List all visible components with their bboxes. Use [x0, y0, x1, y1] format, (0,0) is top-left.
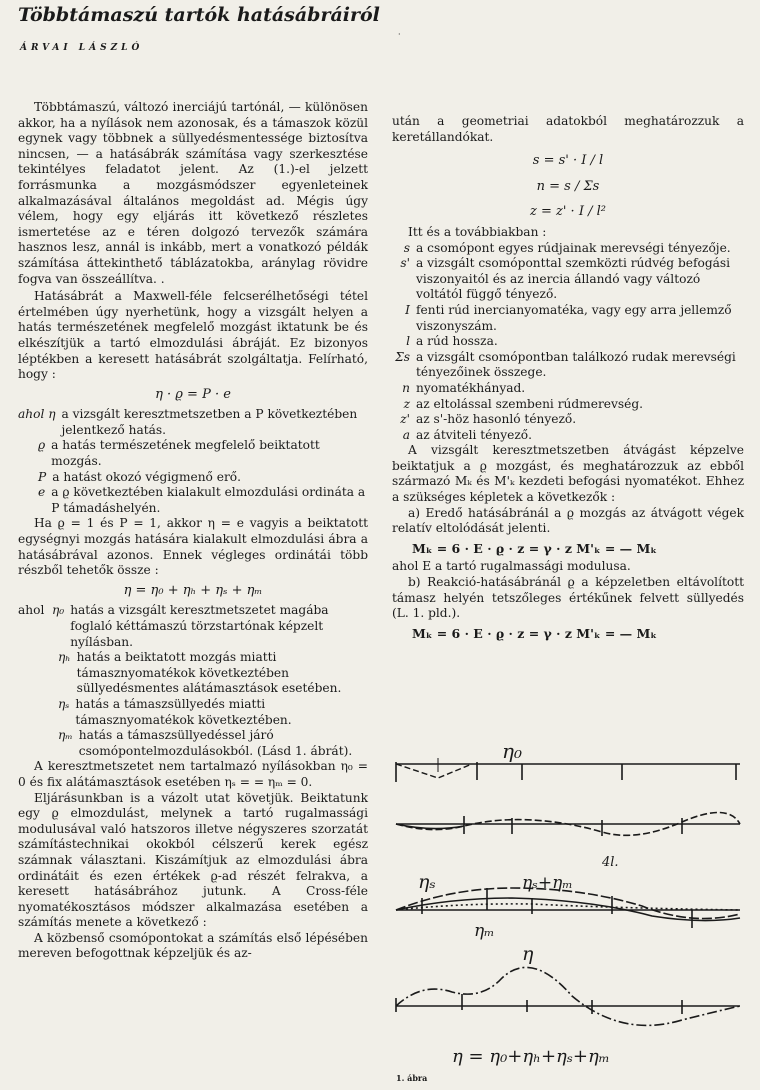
def-text: hatás a vizsgált keresztmetszetet magába foglaló kéttámaszú törzstartónak képzelt nyílásban. [70, 603, 329, 649]
def-symbol: ηₛ [58, 696, 70, 711]
right-column [392, 114, 744, 644]
def-symbol: I [405, 302, 410, 317]
formula: n = s / Σs [536, 178, 600, 194]
def-text: fenti rúd inercianyomatéka, vagy egy arra jellemző viszonyszám. [416, 302, 732, 333]
def-symbol: s [403, 240, 410, 255]
paragraph: A keresztmetszetet nem tartalmazó nyílásokban η₀ = 0 és fix alátámasztások esetében ηₛ = = ηₘ = 0. [18, 759, 368, 789]
def-text: a vizsgált csomópontban találkozó rudak merevségi tényezőinek összege. [416, 349, 736, 380]
definition-list: ahol η₀ hatás a vizsgált keresztmetszetet magába foglaló kéttámaszú törzstartónak képzelt nyílásban. ηₕ hatás a beiktatott mozgás miatti támasznyomatékok következtében süllyedésmentes alátámasztások esetében. ηₛ hatás a támaszsüllyedés miatti támasznyomatékok következtében. ηₘ hatás a támaszsüllyedéssel járó csomópontelmozdulásokból. (Lásd 1. ábrát). [18, 603, 368, 759]
label-etas-m: ηₛ+ηₘ [522, 873, 573, 893]
formula: s = s' · I / l [532, 153, 604, 169]
label-etam: ηₘ [474, 921, 495, 941]
paragraph: Hatásábrát a Maxwell-féle felcserélhetőségi tétel értelmében úgy nyerhetünk, hogy a vizsgált helyen a hatás természetének megfelelő mozgást iktatunk be és elkészítjük a tartó elmozdulási ábráját. Ez bizonyos léptékben a keresett hatásábrát szolgáltatja. Felírható, hogy : [18, 289, 368, 382]
def-symbol: n [402, 380, 410, 395]
def-text: az eltolással szembeni rúdmerevség. [416, 396, 644, 411]
label-eta: η [522, 943, 534, 965]
equation: Mₖ = 6 · E · ϱ · z = γ · z M'ₖ = — Mₖ [412, 540, 657, 556]
def-symbol: ahol η [18, 407, 56, 422]
def-symbol: l [406, 334, 410, 349]
def-text: a hatást okozó végigmenő erő. [52, 469, 242, 484]
def-symbol: a [402, 427, 410, 442]
def-text: a rúd hossza. [416, 334, 498, 349]
def-text: nyomatékhányad. [416, 380, 526, 395]
def-text: az s'-höz hasonló tényező. [416, 412, 577, 427]
article-title: Többtámaszú tartók hatásábráiról [18, 4, 380, 26]
formula: η = η₀ + ηₕ + ηₛ + ηₘ [123, 582, 263, 598]
paragraph: a) Eredő hatásábránál a ϱ mozgás az átvágott végek relatív eltolódását jelenti. [392, 505, 744, 536]
author-name: ÁRVAI LÁSZLÓ [20, 43, 144, 53]
paragraph: után a geometriai adatokból meghatározzuk a keretállandókat. [392, 114, 744, 144]
paragraph: Itt és a továbbiakban : [408, 224, 547, 239]
def-symbol: ηₕ [58, 650, 71, 665]
page: Többtámaszú tartók hatásábráiról · ÁRVAI LÁSZLÓ Többtámaszú, változó inerciájú tartónál, — különösen akkor, ha a nyílások nem azonosak, és a támaszok közül egynek vagy többnek a süllyedésmentessége biztosítva nincsen, — a hatásábrák számítása vagy szerkesztése tekintélyes feladatot jelent. Az (1.)-el jelzett forrásmunka a mozgásmódszer egyenleteinek alkalmazásával általános megoldást ad. Mégis úgy vélem, hogy egy eljárás itt következő részletes ismertetése az e téren dolgozó tervezők számára hasznos lesz, annál is inkább, mert a vonatkozó példák számítása áttekinthető táblázatokba, aránylag rövidre fogva van összeállítva. . Hatásábrát a Maxwell-féle felcserélhetőségi tétel értelmében úgy nyerhetünk, hogy a vizsgált helyen a hatás természetének megfelelő mozgást iktatunk be és elkészítjük a tartó elmozdulási ábráját. Ez bizonyos léptékben a keresett hatásábrát szolgáltatja. Felírható, hogy : η · ϱ = P · e ahol η a vizsgált keresztmetszetben a P következtében jelentkező hatás. ϱ a hatás természetének megfelelő beiktatott mozgás. P a hatást okozó végigmenő erő. e a ϱ következtében kialakult elmozdulási ordináta a P támadáshelyén. Ha ϱ = 1 és P = 1, akkor η = e vagyis a beiktatott egységnyi mozgás hatására kialakult elmozdulási ábra a hatásábrával azonos. Ennek végleges ordinátái több részből tehetők össze : η = η₀ + ηₕ + ηₛ + ηₘ ahol η₀ hatás a vizsgált keresztmetszetet magába foglaló kéttámaszú törzstartónak képzelt nyílásban. ηₕ hatás a beiktatott mozgás miatti támasznyomatékok következtében süllyedésmentes alátámasztások esetében. ηₛ hatás a támaszsüllyedés miatti támasznyomatékok következtében. ηₘ hatás a támaszsüllyedéssel járó csomópontelmozdulásokból. (Lásd 1. ábrát). A keresztmetszetet nem tartalmazó nyílásokban η₀ = 0 és fix alátámasztások esetében ηₛ = = ηₘ = 0. Eljárásunkban is a vázolt utat követjük. Beiktatunk egy ϱ elmozdulást, melynek a tartó rugalmassági modulusával való hatszoros illetve négyszeres szorzatát számítástechnikai okokból célszerű kerek egész számnak választani. Kiszámítjuk az elmozdulási ábra ordinátáit és ezen értékek ϱ-ad részét felrakva, a keresett hatásábrához jutunk. A Cross-féle nyomatékosztásos módszer alkalmazása esetében a számítás menete a következő : A közbenső csomópontokat a számítás első lépésében mereven befogottnak képzeljük és az- után a geometriai adatokból meghatározzuk a keretállandókat. s = s' · I / l n = s / Σs z = z' · I / l² Itt és a továbbiakban : s a csomópont egyes rúdjainak merevségi tényezője. s' a vizsgált csomóponttal szemközti rúdvég befogási viszonyaitól és az inercia állandó vagy változó voltától függő tényező. I fenti rúd inercianyomatéka, vagy egy arra jellemző viszonyszám. l a rúd hossza. Σs a vizsgált csomópontban találkozó rudak merevségi tényezőinek összege. n nyomatékhányad. z az eltolással szembeni rúdmerevség. z' az s'-höz hasonló tényező. a az átviteli tényező. A vizsgált keresztmetszetben átvágást képzelve beiktatjuk a ϱ mozgást, és meghatározzuk az ebből származó Mₖ és M'ₖ kezdeti befogási nyomatékot. Ehhez a szükséges képletek a következők : a) Eredő hatásábránál a ϱ mozgás az átvágott végek relatív eltolódását jelenti. Mₖ = 6 · E · ϱ · z = γ · z M'ₖ = — Mₖ ahol E a tartó rugalmassági modulusa. b) Reakció-hatásábránál ϱ a képzeletben eltávolított támasz helyén tetszőleges értékűnek felvett süllyedés (L. 1. pld.). Mₖ = 6 · E · ϱ · z = γ · z M'ₖ = — Mₖ η₀ 4l. ηₛ ηₛ+ηₘ ηₘ η η = η₀+ηₕ+ηₛ+ηₘ 1. ábra [18, 4, 744, 1083]
formula: z = z' · I / l² [530, 204, 606, 220]
def-text: a hatás természetének megfelelő beiktatott mozgás. [51, 438, 320, 469]
formula: η · ϱ = P · e [155, 386, 231, 402]
def-symbol: η₀ [52, 603, 65, 618]
label-sum: η = η₀+ηₕ+ηₛ+ηₘ [452, 1046, 610, 1067]
def-text: az átviteli tényező. [416, 427, 532, 442]
paragraph: b) Reakció-hatásábránál ϱ a képzeletben eltávolított támasz helyén tetszőleges értékűnek felvett süllyedés (L. 1. pld.). [392, 575, 744, 621]
paragraph: ahol E a tartó rugalmassági modulusa. [392, 559, 631, 574]
def-symbol: z [403, 396, 410, 411]
label-eta0: η₀ [502, 739, 522, 763]
label-etas: ηₛ [418, 871, 436, 893]
figure-caption: 1. ábra [396, 1073, 428, 1083]
def-text: hatás a támaszsüllyedés miatti támasznyomatékok következtében. [75, 696, 292, 727]
def-text: hatás a támaszsüllyedéssel járó csomópontelmozdulásokból. (Lásd 1. ábrát). [78, 728, 353, 758]
label-4l: 4l. [602, 855, 619, 870]
def-text: a csomópont egyes rúdjainak merevségi tényezője. [416, 240, 731, 255]
left-column [18, 100, 368, 962]
def-symbol: Σs [395, 349, 410, 364]
paragraph: A vizsgált keresztmetszetben átvágást képzelve beiktatjuk a ϱ mozgást, és meghatározzuk az ebből származó Mₖ és M'ₖ kezdeti befogási nyomatékot. Ehhez a szükséges képletek a következők : [392, 443, 744, 505]
definition-list [392, 241, 744, 444]
influence-line-figure [392, 738, 744, 1083]
def-symbol: P [38, 469, 47, 484]
def-symbol: ηₘ [58, 728, 73, 743]
definition-list [18, 407, 368, 516]
def-text: hatás a beiktatott mozgás miatti támasznyomatékok következtében süllyedésmentes alátámasztások esetében. [76, 650, 342, 696]
def-symbol: ϱ [38, 438, 46, 453]
paragraph: Eljárásunkban is a vázolt utat követjük. Beiktatunk egy ϱ elmozdulást, melynek a tartó rugalmassági modulusával való hatszoros illetve négyszeres szorzatát számítástechnikai okokból célszerű kerek egész számnak választani. Kiszámítjuk az elmozdulási ábra ordinátáit és ezen értékek ϱ-ad részét felrakva, a keresett hatásábrához jutunk. A Cross-féle nyomatékosztásos módszer alkalmazása esetében a számítás menete a következő : [18, 790, 368, 930]
def-symbol: s' [400, 256, 410, 271]
def-text: a ϱ következtében kialakult elmozdulási ordináta a P támadáshelyén. [51, 485, 366, 515]
paragraph: Ha ϱ = 1 és P = 1, akkor η = e vagyis a beiktatott egységnyi mozgás hatására kialakult elmozdulási ábra a hatásábrával azonos. Ennek végleges ordinátái több részből tehetők össze : [18, 516, 368, 578]
equation: Mₖ = 6 · E · ϱ · z = γ · z M'ₖ = — Mₖ [412, 625, 657, 641]
paragraph: A közbenső csomópontokat a számítás első lépésében mereven befogottnak képzeljük és az- [18, 930, 368, 961]
def-symbol: e [38, 485, 46, 500]
def-symbol: z' [400, 412, 410, 427]
def-text: a vizsgált keresztmetszetben a P következtében jelentkező hatás. [61, 407, 358, 437]
paragraph: Többtámaszú, változó inerciájú tartónál, — különösen akkor, ha a nyílások nem azonosak, és a támaszok közül egynek vagy többnek a süllyedésmentessége biztosítva nincsen, — a hatásábrák számítása vagy szerkesztése tekintélyes feladatot jelent. Az (1.)-el jelzett forrásmunka a mozgásmódszer egyenleteinek alkalmazásával általános megoldást ad. Mégis úgy vélem, hogy egy eljárás itt következő részletes ismertetése az e téren dolgozó tervezők számára hasznos lesz, annál is inkább, mert a vonatkozó példák számítása áttekinthető táblázatokba, aránylag rövidre fogva van összeállítva. . [18, 100, 368, 286]
def-text: a vizsgált csomóponttal szemközti rúdvég befogási viszonyaitól és az inercia állandó vagy változó voltától függő tényező. [416, 256, 731, 302]
